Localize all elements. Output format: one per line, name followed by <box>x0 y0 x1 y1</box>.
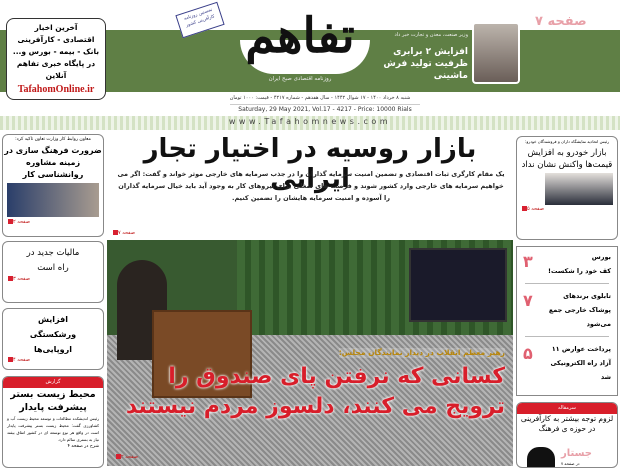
page-number: ۳ <box>523 252 533 271</box>
subtitle: رئیس اتحادیه نمایشگاه داران و فروشندگان خودرو: <box>525 139 609 144</box>
headline: مالیات جدید در راه است <box>26 248 80 273</box>
video-screen <box>409 248 507 322</box>
report-box[interactable] <box>2 376 104 468</box>
photo-headline[interactable]: کسانی که نرفتن پای صندوق را ترویج می کنند، دلسوز مردم نیستند <box>125 364 505 419</box>
report-label: گزارش <box>3 377 103 388</box>
editorial-headline: لزوم توجه بیشتر به کارآفرینی در حوزه ی فرهنگ <box>520 414 614 433</box>
date-en: Saturday, 29 May 2021, Vol.17 - 4217 - Price: 10000 Rials <box>230 104 420 114</box>
page-ref[interactable]: صفحه ۵ <box>517 206 617 212</box>
promo-line: اقتصادی - کارآفرینی <box>17 35 95 44</box>
left-box-3[interactable] <box>2 308 104 370</box>
official-photo <box>545 173 613 205</box>
left-box-1[interactable] <box>2 134 104 237</box>
editorial-page[interactable]: در صفحه ۷ <box>561 461 580 466</box>
page-number: ۷ <box>523 291 533 310</box>
main-photo <box>107 240 513 466</box>
promo-line: آخرین اخبار <box>34 23 78 32</box>
list-item[interactable] <box>517 247 617 281</box>
page-number: ۵ <box>523 344 533 363</box>
list-text: تابلوی برندهای پوشاک خارجی جمع می‌شود <box>548 292 611 328</box>
promo-url[interactable]: TafahomOnline.ir <box>17 84 95 95</box>
list-item[interactable] <box>517 339 617 387</box>
editorial-label: سرمقاله <box>517 403 617 414</box>
list-item[interactable] <box>517 286 617 334</box>
promo-line: بانک - بیمه - بورس و... <box>12 47 100 56</box>
tagline: روزنامه اقتصادی صبح ایران <box>268 76 332 82</box>
divider <box>525 283 609 284</box>
top-right-subtitle: وزیر صنعت، معدن و تجارت خبر داد <box>394 32 468 38</box>
date-fa: شنبه ۸ خرداد ۱۴۰۰ - ۱۷ شوال ۱۴۴۲ - سال هفدهم - شماره ۴۲۱۷ - قیمت: ۱۰۰۰ تومان <box>229 95 411 101</box>
logo: تفاهم <box>245 8 355 64</box>
stamp: نخستین روزنامه کارآفرینی کشور <box>175 2 224 38</box>
main-lead: یک مقام کارگری ثبات اقتصادی و تضمین امنیت سرمایه گذاران را در جذب سرمایه های خارجی موثر خواند و گفت: اگر می خواهیم سرمایه های خارجی وارد کشور شوند و فرصت های شغلی برای نیروهای کار به وجود آید باید خیال سرمایه گذاران را آسوده و امنیت سرمایه هایشان را تضمین کنیم. <box>117 170 505 202</box>
photo-page-ref[interactable]: صفحه ۲ <box>111 454 138 460</box>
main-headline[interactable]: بازار روسیه در اختیار تجار ایرانی <box>143 134 477 194</box>
top-right-page: صفحه ۷ <box>535 14 587 29</box>
author-photo <box>527 447 555 468</box>
report-body: رئیس اندیشکده مطالعات و توسعه محیط زیست آب و کشاورزی گفت: محیط زیست بستر پیشرفت پایدار است در واقع هر نوع توسعه ای در کشور اتفاق بیفتد نیاز به بستری سالم دارد. <box>7 416 99 442</box>
editorial-box[interactable] <box>516 402 618 468</box>
page-ref[interactable]: صفحه ۳ <box>3 276 103 282</box>
list-text: کف خود را شکست! <box>547 267 611 275</box>
website[interactable]: www.Tafahomnews.com <box>228 117 392 126</box>
headline: افزایش ورشکستگی اروپایی‌ها <box>29 315 77 354</box>
headline: ضرورت فرهنگ سازی در زمینه مشاوره روانشناسی کار <box>4 146 102 179</box>
top-right-headline[interactable]: افزایش ۲ برابری ظرفیت تولید فرش ماشینی <box>383 47 468 81</box>
promo-box[interactable] <box>6 18 106 100</box>
news-list <box>516 246 618 396</box>
left-box-2[interactable] <box>2 241 104 303</box>
promo-line: در پایگاه خبری تفاهم آنلاین <box>16 59 96 80</box>
jostar-tag: جستار <box>561 448 592 459</box>
report-more[interactable]: شرح در صفحه ۴ <box>67 444 99 449</box>
page-ref[interactable]: صفحه ۲ <box>3 219 103 225</box>
divider <box>525 336 609 337</box>
minister-photo <box>472 22 520 84</box>
headline: بازار خودرو به افزایش قیمت‌ها واکنش نشان نداد <box>521 148 613 170</box>
official-photo <box>7 183 99 217</box>
report-headline: محیط زیست بستر پیشرفت پایدار <box>10 389 96 413</box>
photo-kicker: رهبر معظم انقلاب در دیدار نمایندگان مجلس: <box>338 348 505 357</box>
right-box-1[interactable] <box>516 136 618 240</box>
list-label: بورس <box>591 253 611 261</box>
list-text: پرداخت عوارض ۱۱ آزاد راه الکترونیکی شد <box>550 345 611 381</box>
page-ref[interactable]: صفحه ۴ <box>3 357 103 363</box>
lead-page-ref[interactable]: صفحه ۷ <box>108 230 135 236</box>
subtitle: معاون روابط کار وزارت تعاون تاکید کرد: <box>15 137 91 142</box>
